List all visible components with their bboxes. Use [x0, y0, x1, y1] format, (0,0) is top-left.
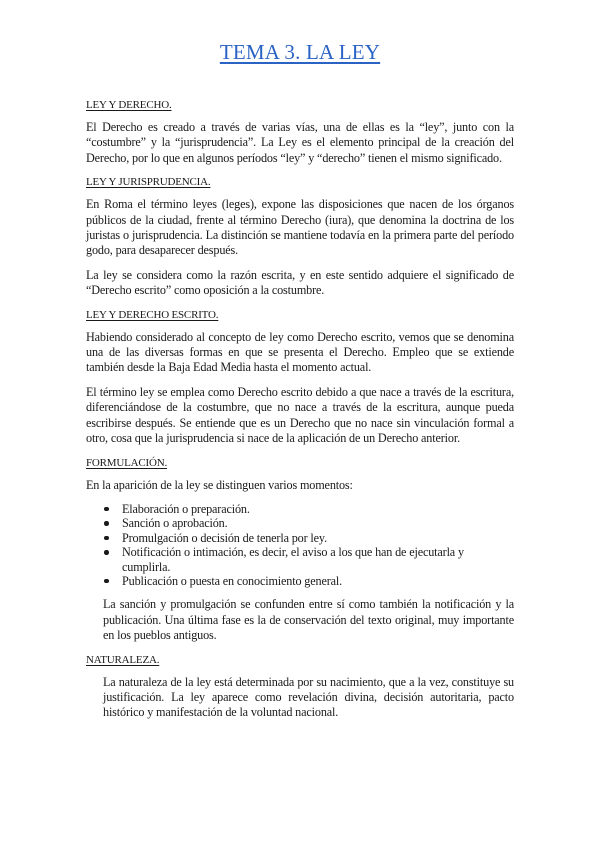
- section-ley-y-jurisprudencia: [86, 175, 514, 298]
- bullet-icon: [104, 579, 109, 584]
- section-heading: FORMULACIÓN.: [86, 456, 168, 469]
- paragraph: En Roma el término leyes (leges), expone las disposiciones que nacen de los órganos públicos de la ciudad, frente al término Derecho (iura), que denomina la doctrina de los juristas o jurisprudencia. La distinción se mantiene todavía en la primera parte del período godo, para desaparecer después.: [86, 197, 514, 258]
- bullet-icon: [104, 536, 109, 541]
- list-item: [86, 574, 514, 588]
- list-item: [86, 502, 514, 516]
- section-formulacion: [86, 456, 514, 644]
- document-body: [86, 98, 514, 730]
- list-item-text: Notificación o intimación, es decir, el aviso a los que han de ejecutarla y cumplirla.: [122, 545, 464, 574]
- paragraph: La ley se considera como la razón escrita, y en este sentido adquiere el significado de “Derecho escrito” como oposición a la costumbre.: [86, 267, 514, 298]
- paragraph: El término ley se emplea como Derecho escrito debido a que nace a través de la escritura, diferenciándose de la costumbre, que no nace a través de la escritura, aunque pueda escribirse después. Se entiende que es un Derecho que no nace sin vinculación formal a otro, cosa que la jurisprudencia si nace de la aplicación de un Derecho anterior.: [86, 384, 514, 446]
- list-item: [86, 516, 514, 530]
- section-heading: LEY Y DERECHO ESCRITO.: [86, 308, 219, 321]
- list-item: [86, 531, 514, 545]
- section-heading: NATURALEZA.: [86, 653, 160, 666]
- list-item-text: Sanción o aprobación.: [122, 516, 228, 531]
- bullet-list: [86, 502, 514, 588]
- paragraph: En la aparición de la ley se distinguen varios momentos:: [86, 477, 353, 492]
- list-item: [86, 545, 514, 574]
- section-heading: LEY Y DERECHO.: [86, 99, 172, 111]
- section-ley-y-derecho-escrito: [86, 308, 514, 447]
- section-heading: LEY Y JURISPRUDENCIA.: [86, 176, 211, 189]
- section-ley-y-derecho: [86, 98, 514, 166]
- paragraph: El Derecho es creado a través de varias vías, una de ellas es la “ley”, junto con la “costumbre” y la “jurisprudencia”. La Ley es el elemento principal de la creación del Derecho, por lo que en algunos períodos “ley” y “derecho” tienen el mismo significado.: [86, 120, 514, 165]
- section-naturaleza: [86, 653, 514, 721]
- list-item-text: Publicación o puesta en conocimiento general.: [122, 573, 342, 588]
- bullet-icon: [104, 550, 109, 555]
- list-item-text: Elaboración o preparación.: [122, 501, 250, 516]
- paragraph: La naturaleza de la ley está determinada por su nacimiento, que a la vez, constituye su justificación. La ley aparece como revelación divina, decisión autoritaria, pacto histórico y manifestación de la voluntad nacional.: [103, 674, 514, 720]
- paragraph: Habiendo considerado al concepto de ley como Derecho escrito, vemos que se denomina una de las diversas formas en que se presenta el Derecho. Empleo que se extiende también desde la Baja Edad Media hasta el momento actual.: [86, 329, 514, 375]
- paragraph: La sanción y promulgación se confunden entre sí como también la notificación y la publicación. Una última fase es la de conservación del texto original, muy importante en los pueblos antiguos.: [103, 597, 514, 643]
- list-item-text: Promulgación o decisión de tenerla por ley.: [122, 530, 327, 545]
- page-title: TEMA 3. LA LEY: [219, 40, 381, 64]
- bullet-icon: [104, 507, 109, 512]
- bullet-icon: [104, 521, 109, 526]
